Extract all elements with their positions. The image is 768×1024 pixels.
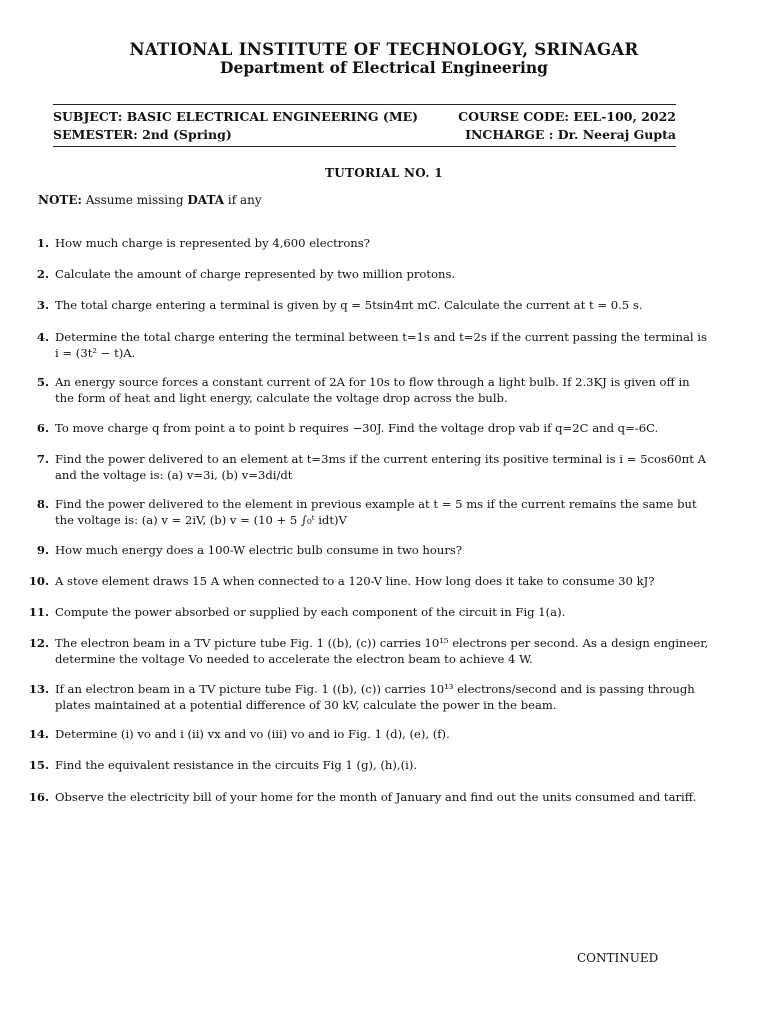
incharge-label: INCHARGE : Dr. Neeraj Gupta	[465, 127, 676, 142]
question-text-line: The electron beam in a TV picture tube Fig. 1 ((b), (c)) carries 10¹⁵ electrons per second. As a design engineer,	[55, 636, 709, 650]
question-number: 14.	[28, 727, 49, 741]
department-name: Department of Electrical Engineering	[220, 58, 548, 77]
note-post: if any	[227, 193, 262, 207]
question-text	[55, 267, 679, 283]
question-number: 6.	[36, 421, 49, 435]
question-number: 1.	[36, 236, 49, 250]
header-rule-top	[53, 104, 676, 105]
question-text	[55, 375, 690, 406]
subject-label: SUBJECT: BASIC ELECTRICAL ENGINEERING (ME)	[53, 109, 419, 124]
question-text-line: The total charge entering a terminal is given by q = 5tsin4πt mC. Calculate the current at t = 0.5 s.	[55, 298, 643, 312]
institute-name: NATIONAL INSTITUTE OF TECHNOLOGY, SRINAGAR	[129, 40, 639, 59]
question-text	[55, 574, 679, 590]
continued-label: CONTINUED	[577, 951, 659, 965]
question-text	[55, 236, 679, 252]
header-rule-bottom	[53, 146, 676, 147]
question-text-line: the form of heat and light energy, calculate the voltage drop across the bulb.	[55, 390, 508, 405]
course-code-label: COURSE CODE: EEL-100, 2022	[458, 109, 676, 124]
question-text-line: Observe the electricity bill of your home for the month of January and find out the units consumed and tariff.	[55, 790, 697, 804]
question-text-line: and the voltage is: (a) v=3i, (b) v=3di/dt	[55, 467, 293, 482]
question-text-line: How much energy does a 100-W electric bulb consume in two hours?	[55, 543, 463, 557]
question-text-line: Determine (i) vo and i (ii) vx and vo (iii) vo and io Fig. 1 (d), (e), (f).	[55, 727, 450, 741]
question-number: 16.	[28, 790, 49, 804]
question-text-line: determine the voltage Vo needed to accelerate the electron beam to achieve 4 W.	[55, 651, 533, 666]
question-text	[55, 421, 679, 437]
question-text-line: Determine the total charge entering the terminal between t=1s and t=2s if the current passing the terminal is	[55, 330, 707, 344]
question-number: 7.	[36, 452, 49, 466]
question-text	[55, 790, 697, 806]
note-pre: Assume missing	[85, 193, 184, 207]
question-text-line: Find the power delivered to the element in previous example at t = 5 ms if the current remains the same but	[55, 497, 697, 511]
question-number: 3.	[36, 298, 49, 312]
question-number: 10.	[28, 574, 49, 588]
question-number: 15.	[28, 758, 49, 772]
question-text	[55, 452, 706, 483]
question-text-line: Calculate the amount of charge represented by two million protons.	[55, 267, 456, 281]
question-number: 9.	[36, 543, 49, 557]
question-text-line: If an electron beam in a TV picture tube Fig. 1 ((b), (c)) carries 10¹³ electrons/second and is passing through	[55, 682, 695, 696]
question-text	[55, 727, 679, 743]
question-number: 5.	[36, 375, 49, 389]
question-text-line: To move charge q from point a to point b requires −30J. Find the voltage drop vab if q=2C and q=-6C.	[55, 421, 659, 435]
question-text-line: A stove element draws 15 A when connected to a 120-V line. How long does it take to consume 30 kJ?	[55, 574, 655, 588]
note-line	[38, 193, 262, 207]
question-number: 4.	[36, 330, 49, 344]
tutorial-title: TUTORIAL NO. 1	[325, 166, 443, 180]
semester-label: SEMESTER: 2nd (Spring)	[53, 127, 232, 142]
question-text-line: plates maintained at a potential difference of 30 kV, calculate the power in the beam.	[55, 697, 557, 712]
note-bold: DATA	[187, 193, 225, 207]
question-text-line: i = (3t² − t)A.	[55, 345, 136, 360]
question-text	[55, 636, 709, 667]
question-text-line: How much charge is represented by 4,600 electrons?	[55, 236, 370, 250]
question-number: 8.	[36, 497, 49, 511]
note-label: NOTE:	[38, 193, 82, 207]
question-text	[55, 330, 707, 361]
question-text	[55, 605, 679, 621]
question-text	[55, 497, 697, 528]
question-text-line: An energy source forces a constant current of 2A for 10s to flow through a light bulb. If 2.3KJ is given off in	[55, 375, 690, 389]
question-number: 13.	[28, 682, 49, 696]
question-text	[55, 543, 679, 559]
question-number: 12.	[28, 636, 49, 650]
question-text	[55, 298, 679, 314]
question-number: 11.	[28, 605, 49, 619]
question-text-line: the voltage is: (a) v = 2iV, (b) v = (10 + 5 ∫₀ᵗ idt)V	[55, 512, 347, 527]
question-text	[55, 758, 679, 774]
question-text	[55, 682, 695, 713]
question-number: 2.	[36, 267, 49, 281]
question-text-line: Find the power delivered to an element at t=3ms if the current entering its positive terminal is i = 5cos60πt A	[55, 452, 706, 466]
question-text-line: Compute the power absorbed or supplied by each component of the circuit in Fig 1(a).	[55, 605, 566, 619]
question-text-line: Find the equivalent resistance in the circuits Fig 1 (g), (h),(i).	[55, 758, 418, 772]
